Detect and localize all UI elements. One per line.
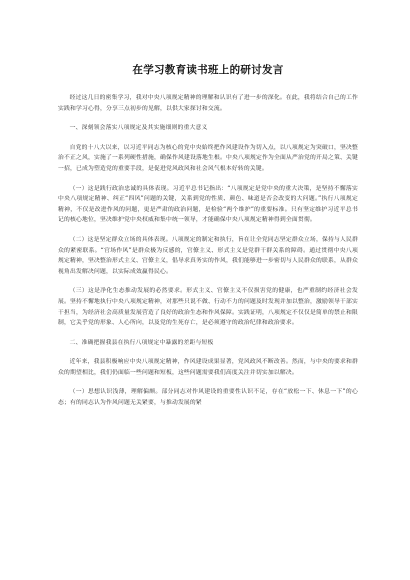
body-paragraph: 近年来，我县积极响应中央八项规定精神，作风建设成果显著，党风政风不断改善。然而，与中央的要求和群众的期望相比，我们仍面临一些问题和短板，这些问题需要我们高度关注并切实加以解决。 [58,359,358,376]
document-title: 在学习教育读书班上的研讨发言 [132,64,284,76]
body-paragraph: （二）这是坚定群众立场的具体表现。八项规定的制定和执行，旨在让全党同志坚定群众立场，保持与人民群众的紧密联系。“官场作风”是群众极为反感的，官僚主义、形式主义是党群干群关系的障碍。通过贯彻中央八项规定精神，坚决整治形式主义、官僚主义，倡导求真务实的作风，我们能够进一步密切与人民群众的联系，从群众视角出发解决问题，以实际成效赢得民心。 [58,236,358,275]
body-paragraph: （一）这是践行政治忠诚的具体表现。习近平总书记指出：“八项规定是党中央的重大决策，是坚持不懈落实中央八项规定精神、纠正“四风”问题的关键，关系到党的性质、颜色、味道是否会改变的大问题。”执行八项规定精神，不仅是改进作风的问题，更是严肃的政治问题，是检验“两个维护”的重要标准。只有坚定维护习近平总书记的核心地位，坚决维护党中央权威和集中统一领导，才能确保中央八项规定精神得到全面贯彻。 [58,185,358,224]
intro-paragraph: 经过这几日的密集学习，我对中央八项规定精神的理解和认识有了进一步的深化。在此，我将结合自己的工作实践和学习心得，分享三点初步的见解，以供大家探讨和交流。 [58,95,358,112]
section-heading-2: 二、准确把握我县在执行八项规定中暴露的差距与短板 [69,339,214,346]
body-paragraph: 自党的十八大以来，以习近平同志为核心的党中央始终把作风建设作为切入点，以八项规定为突破口，坚决整治不正之风，实施了一系列硬性措施，确保作风建设落地生根。中央八项规定作为全面从严治党的开局之策、关键一招，已成为塑造党的重要手段，是促进党风政风和社会风气根本好转的关键。 [58,144,358,172]
body-paragraph: （一）思想认识浅薄，理解偏颇。部分同志对作风建设的重要性认识不足，存在“放松一下、休息一下”的心态；有的同志认为作风问题无关紧要，与推动发展的紧 [58,389,358,407]
body-paragraph: （三）这是净化生态推动发展的必然要求。形式主义、官僚主义不仅损害党的健康，也严重制约经济社会发展。坚持不懈地执行中央八项规定精神，对那些只说不做、行动不力的问题及时发现并加以整治，激励领导干部实干担当，为经济社会高质量发展营造了良好的政治生态和作风保障。实践证明，八项规定不仅仅是简单的禁止和限制，它关乎党的形象、人心所向，以及党的生死存亡，是必须遵守的政治纪律和政治要求。 [58,288,358,327]
section-heading-1: 一、深刻领会落实八项规定及其实施细则的重大意义 [69,125,208,132]
